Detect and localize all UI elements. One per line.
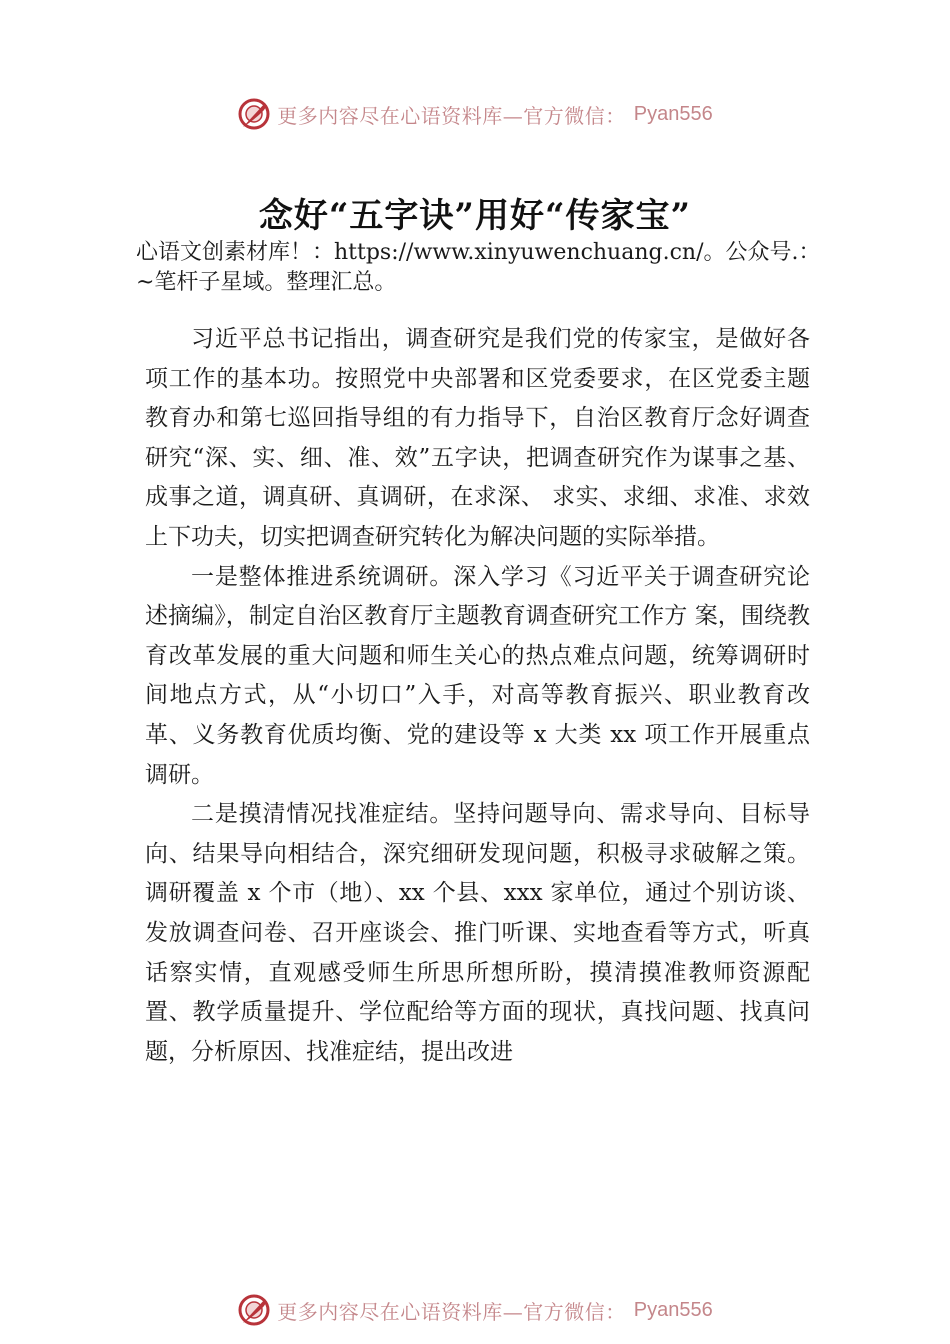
paragraph: 二是摸清情况找准症结。坚持问题导向、需求导向、目标导向、结果导向相结合，深究细研发现问题，积极寻求破解之策。调研覆盖 x 个市（地）、xx 个县、xxx 家单位，通过个别访谈、发放调查问卷、召开座谈会、推门听课、实地查看等方式，听真话察实情，直观感受师生所思所想所盼，摸清摸准教师资源配置、教学质量提升、学位配给等方面的现状，真找问题、找真问题，分析原因、找准症结，提出改进: [145, 801, 810, 1065]
footer-watermark: [0, 1290, 950, 1330]
header-watermark: [0, 94, 950, 134]
quill-pen-logo-icon: [237, 1293, 271, 1327]
watermark-text: 更多内容尽在心语资料库—官方微信：: [277, 103, 626, 128]
article-body: [145, 320, 810, 1072]
paragraph: 习近平总书记指出，调查研究是我们党的传家宝，是做好各项工作的基本功。按照党中央部署和区党委要求，在区党委主题教育办和第七巡回指导组的有力指导下，自治区教育厅念好调查研究“深、实、细、准、效”五字诀，把调查研究作为谋事之基、成事之道，调真研、真调研，在求深、 求实、求细、求准、求效上下功夫，切实把调查研究转化为解决问题的实际举措。: [145, 326, 810, 550]
watermark-handle: Pyan556: [633, 1298, 713, 1321]
paragraph: 一是整体推进系统调研。深入学习《习近平关于调查研究论述摘编》，制定自治区教育厅主题教育调查研究工作方 案，围绕教育改革发展的重大问题和师生关心的热点难点问题，统筹调研时间地点方式，从“小切口”入手，对高等教育振兴、职业教育改革、义务教育优质均衡、党的建设等 x 大类 xx 项工作开展重点调研。: [145, 563, 810, 788]
watermark-handle: Pyan556: [633, 102, 713, 125]
quill-pen-logo-icon: [237, 97, 271, 131]
watermark-text: 更多内容尽在心语资料库—官方微信：: [277, 1299, 626, 1324]
source-line: 心语文创素材库！：https://www.xinyuwenchuang.cn/。公众号.：~笔杆子星域。整理汇总。: [136, 240, 821, 295]
document-title: 念好“五字诀”用好“传家宝”: [258, 196, 692, 236]
